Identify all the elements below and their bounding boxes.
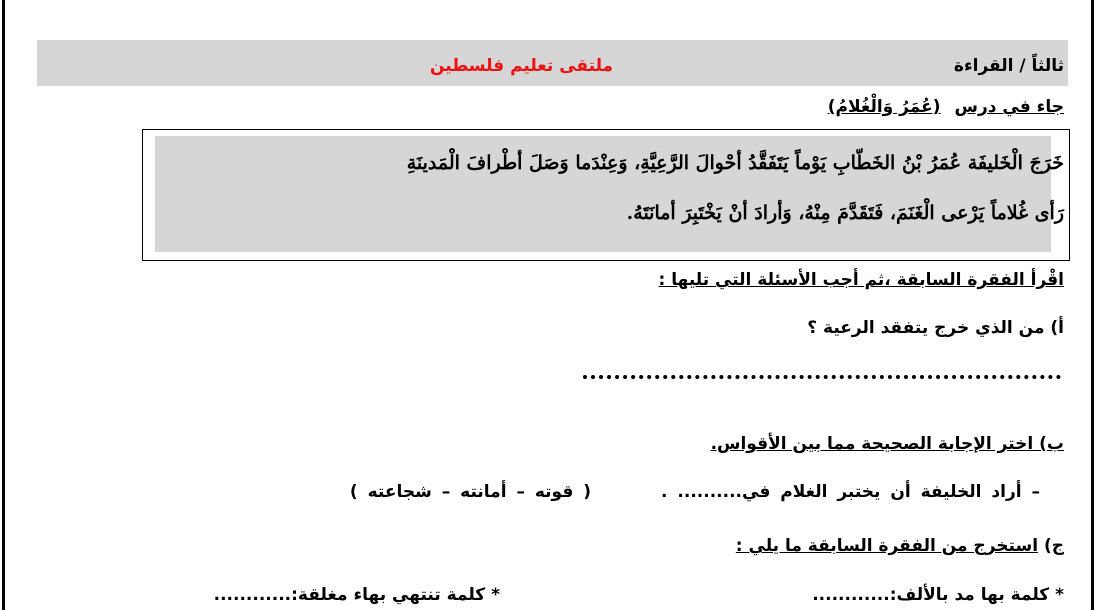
passage-line-2: رَأى غُلاماً يَرْعى الْغَنَمَ، فَتَقَدَّمَ مِنْهُ، وَأرادَ أنْ يَخْتَبِرَ أمانَتَهُ. xyxy=(626,202,1064,224)
instruction-text: اقْرأ الفقرة السابقة ،ثم أجب الأسئلة التي تليها : xyxy=(658,270,1064,290)
question-a: أ) من الذي خرج يتفقد الرعية ؟ xyxy=(807,318,1064,338)
question-c-item-2: * كلمة تنتهي بهاء مغلقة:............ xyxy=(213,585,500,605)
passage-text xyxy=(164,138,1064,238)
answer-line-a[interactable] xyxy=(583,361,1061,379)
question-c-title xyxy=(736,536,1064,556)
lesson-name: (عُمَرُ وَالْغُلامُ) xyxy=(827,97,941,117)
question-b-options: ( قوته – أمانته – شجاعته ) xyxy=(349,482,592,502)
brand-name: ملتقى تعليم فلسطين xyxy=(430,56,614,76)
question-b-row xyxy=(350,482,1040,502)
question-c-title-text: استخرج من الفقرة السابقة ما يلي : xyxy=(735,536,1039,556)
section-title: ثالثاً / القراءة xyxy=(953,56,1064,76)
question-c-item-1: * كلمة بها مد بالألف:............ xyxy=(812,585,1064,605)
lesson-intro-label: جاء في درس xyxy=(954,97,1064,117)
question-b-title: ب) اختر الإجابة الصحيحة مما بين الأقواس. xyxy=(710,434,1064,454)
question-b-prompt: – أراد الخليفة أن يختبر الغلام في.......... . xyxy=(661,482,1040,502)
question-c-prefix: ج) xyxy=(1038,536,1064,556)
lesson-intro xyxy=(828,97,1064,117)
passage-line-1: خَرَجَ الْخَليفَة عُمَرُ بْنُ الخَطّابِ يَوْماً يَتَفَقَّدُ أحْوالَ الرَّعِيَّةِ، وَعِنْدَما وَصَلَ أطْرافَ الْمَدينَةِ xyxy=(406,152,1064,174)
page-frame xyxy=(2,0,1094,610)
